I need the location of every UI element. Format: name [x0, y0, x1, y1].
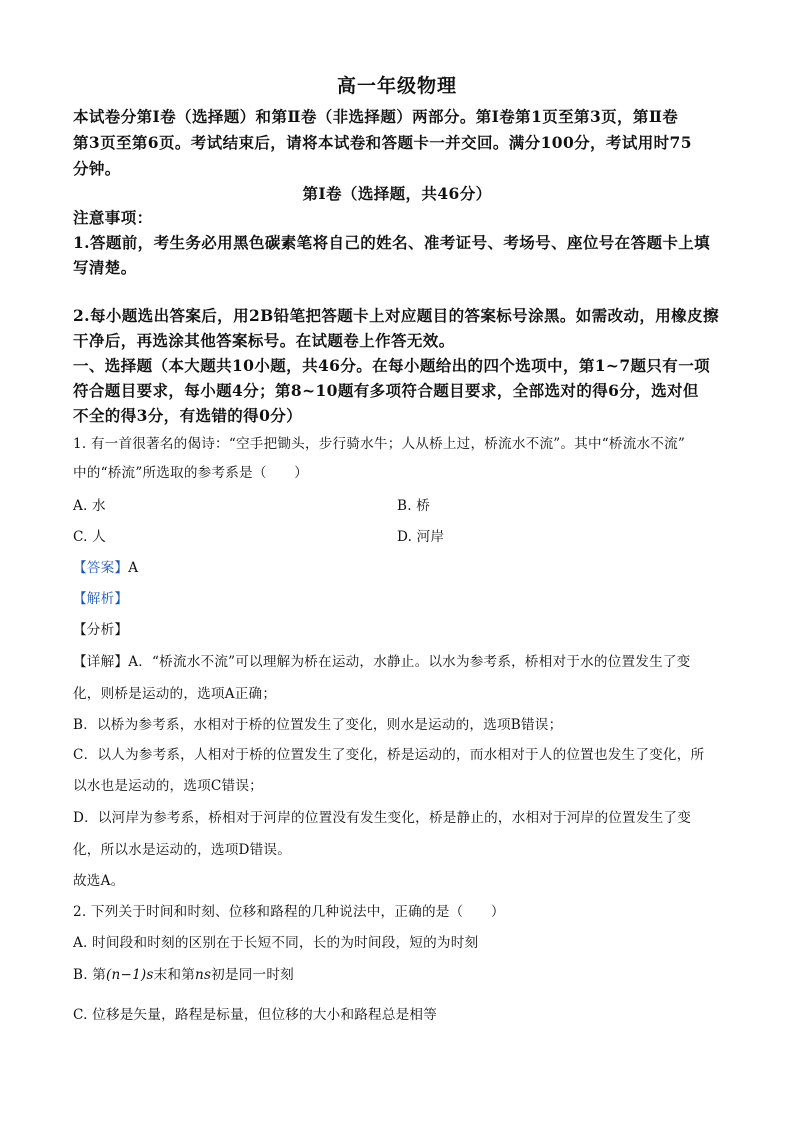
note-1-line-1: 1.答题前，考生务必用黑色碳素笔将自己的姓名、准考证号、考场号、座位号在答题卡上填	[73, 233, 711, 252]
note-2-line-2: 干净后，再选涂其他答案标号。在试题卷上作答无效。	[73, 331, 455, 350]
section-title: 第Ⅰ卷（选择题，共46分）	[302, 184, 492, 203]
q1-option-c: C. 人	[73, 529, 106, 545]
part-1-line-3: 不全的得3分，有选错的得0分）	[73, 406, 303, 425]
q1-detail-line-3: B．以桥为参考系，水相对于桥的位置发生了变化，则水是运动的，选项B错误；	[73, 717, 563, 733]
math-expression: (n−1)s	[106, 967, 154, 983]
q1-detail-line-2: 化，则桥是运动的，选项A正确；	[73, 686, 277, 702]
answer-value: A	[128, 560, 139, 576]
q2-option-b: B. 第(n−1)s末和第ns初是同一时刻	[73, 967, 294, 983]
fenxi-tag: 【分析】	[73, 622, 129, 638]
note-2-line-1: 2.每小题选出答案后，用2B铅笔把答题卡上对应题目的答案标号涂黑。如需改动，用橡皮擦	[73, 306, 719, 325]
q1-option-d: D. 河岸	[397, 529, 445, 545]
part-1-line-2: 符合题目要求，每小题4分；第8~10题有多项符合题目要求，全部选对的得6分，选对但	[73, 381, 699, 400]
q1-detail-line-1: 【详解】A．“桥流水不流”可以理解为桥在运动，水静止。以水为参考系，桥相对于水的位置发生了变	[73, 654, 691, 670]
q1-detail-line-7: 化，所以水是运动的，选项D错误。	[73, 842, 292, 858]
q2-option-a: A. 时间段和时刻的区别在于长短不同，长的为时间段，短的为时刻	[73, 935, 479, 951]
intro-line-2: 第3页至第6页。考试结束后，请将本试卷和答题卡一并交回。满分100分，考试用时75	[73, 133, 692, 152]
answer-tag: 【答案】	[73, 560, 129, 576]
math-expression: ns	[195, 967, 212, 983]
page-title: 高一年级物理	[336, 75, 457, 97]
intro-line-3: 分钟。	[73, 159, 121, 178]
q1-detail-line-6: D．以河岸为参考系，桥相对于河岸的位置没有发生变化，桥是静止的，水相对于河岸的位置发生了变	[73, 810, 692, 826]
q2-stem: 2. 下列关于时间和时刻、位移和路程的几种说法中，正确的是（ ）	[73, 904, 505, 920]
q1-stem-line-1: 1. 有一首很著名的偈诗：“空手把锄头，步行骑水牛；人从桥上过，桥流水不流”。其中“桥流水不流”	[73, 436, 686, 452]
part-1-line-1: 一、选择题（本大题共10小题，共46分。在每小题给出的四个选项中，第1~7题只有一项	[73, 356, 710, 375]
q1-stem-line-2: 中的“桥流”所选取的参考系是（ ）	[73, 465, 308, 481]
note-1-line-2: 写清楚。	[73, 258, 137, 277]
q2-option-c: C. 位移是矢量，路程是标量，但位移的大小和路程总是相等	[73, 1007, 438, 1023]
q1-answer	[73, 556, 138, 576]
detail-tag: 【详解】	[73, 654, 129, 670]
q1-option-b: B. 桥	[397, 498, 431, 514]
analysis-tag: 【解析】	[73, 591, 129, 607]
q1-conclusion: 故选A。	[73, 873, 125, 889]
intro-line-1: 本试卷分第Ⅰ卷（选择题）和第Ⅱ卷（非选择题）两部分。第Ⅰ卷第1页至第3页，第Ⅱ卷	[73, 107, 679, 126]
notes-header: 注意事项：	[73, 208, 153, 227]
q1-detail-line-4: C．以人为参考系，人相对于桥的位置发生了变化，桥是运动的，而水相对于人的位置也发生了变化，所	[73, 747, 705, 763]
q1-detail-line-5: 以水也是运动的，选项C错误；	[73, 778, 263, 794]
q1-option-a: A. 水	[73, 498, 106, 514]
